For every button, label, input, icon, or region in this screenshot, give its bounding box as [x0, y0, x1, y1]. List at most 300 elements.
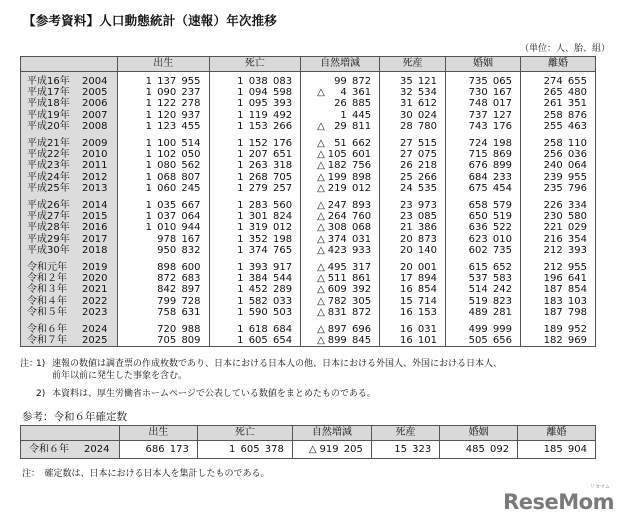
natural-value: 4 361: [340, 87, 372, 99]
logo-text: ReseMom: [503, 490, 614, 514]
cell-stillbirths: 27 515: [380, 138, 446, 149]
cell-stillbirths: 16 153: [380, 307, 446, 318]
ref-header-marriages: 婚姻: [440, 426, 518, 441]
cell-births: 1 080 562: [118, 160, 210, 171]
negative-triangle-icon: △: [317, 138, 325, 150]
cell-divorces: 239 955: [520, 172, 595, 183]
era-label: 平成17年: [27, 87, 70, 99]
table-row: [21, 296, 596, 307]
cell-marriages: 735 065: [445, 72, 520, 88]
cell-births: 1 122 278: [118, 98, 210, 109]
cell-natural-change: [301, 98, 380, 109]
negative-triangle-icon: △: [317, 222, 325, 234]
cell-stillbirths: 20 140: [380, 245, 446, 256]
era-label: 平成20年: [27, 120, 70, 132]
era-label: 平成26年: [27, 200, 70, 212]
table-row: [21, 234, 596, 245]
cell-deaths: 1 283 560: [209, 200, 301, 211]
header-natural-change: 自然増減: [301, 57, 380, 72]
cell-births: 1 123 455: [118, 121, 210, 132]
year-label: 2016: [82, 222, 108, 234]
cell-stillbirths: 26 218: [380, 160, 446, 171]
cell-deaths: 1 301 824: [209, 211, 301, 222]
cell-births: 1 090 237: [118, 87, 210, 98]
era-label: 平成29年: [27, 233, 70, 245]
natural-value: 51 662: [334, 138, 372, 150]
ref-header-stillbirths: 死産: [371, 426, 439, 441]
cell-births: 950 832: [118, 245, 210, 256]
cell-births: 1 120 937: [118, 110, 210, 121]
cell-marriages: 615 652: [445, 262, 520, 273]
natural-value: 495 317: [327, 262, 372, 274]
cell-marriages: 743 176: [445, 121, 520, 132]
natural-value: 308 068: [327, 222, 372, 234]
cell-deaths: 1 384 544: [209, 273, 301, 284]
cell-natural-change: [301, 149, 380, 160]
cell-deaths: 1 319 012: [209, 222, 301, 233]
cell-births: 842 897: [118, 284, 210, 295]
cell-births: 1 137 955: [118, 72, 210, 88]
ref-header-deaths: 死亡: [197, 426, 292, 441]
cell-divorces: 212 955: [520, 262, 595, 273]
year-label: 2023: [82, 306, 108, 318]
cell-stillbirths: 21 386: [380, 222, 446, 233]
year-label: 2013: [82, 182, 108, 194]
natural-value: 919 205: [319, 444, 363, 455]
cell-natural-change: [301, 284, 380, 295]
cell-divorces: 189 952: [520, 324, 595, 335]
row-label: [21, 87, 118, 98]
cell-stillbirths: 23 085: [380, 211, 446, 222]
era-label: 平成19年: [27, 109, 70, 121]
cell-marriages: 724 198: [445, 138, 520, 149]
row-label: [21, 307, 118, 318]
cell-stillbirths: 16 854: [380, 284, 446, 295]
cell-natural-change: [301, 234, 380, 245]
reference-row: [21, 441, 596, 459]
era-label: 平成23年: [27, 160, 70, 172]
natural-value: 105 601: [327, 149, 372, 161]
cell-divorces: 185 904: [518, 441, 596, 459]
natural-value: 99 872: [334, 76, 372, 87]
cell-stillbirths: 20 001: [380, 262, 446, 273]
era-label: 令和６年: [29, 444, 69, 455]
cell-deaths: 1 268 705: [209, 172, 301, 183]
cell-natural-change: [301, 307, 380, 318]
cell-natural-change: [301, 172, 380, 183]
row-label: [21, 324, 118, 335]
cell-marriages: 675 454: [445, 183, 520, 194]
table-row: [21, 138, 596, 149]
era-label: 平成30年: [27, 244, 70, 256]
cell-deaths: 1 590 503: [209, 307, 301, 318]
year-label: 2007: [82, 109, 108, 121]
cell-births: 978 167: [118, 234, 210, 245]
natural-value: 782 305: [327, 295, 372, 307]
era-label: 平成24年: [27, 171, 70, 183]
row-label: [21, 441, 120, 459]
cell-natural-change: [301, 200, 380, 211]
era-label: 令和７年: [27, 335, 67, 347]
cell-stillbirths: 24 535: [380, 183, 446, 194]
cell-marriages: 715 869: [445, 149, 520, 160]
negative-triangle-icon: △: [317, 324, 325, 336]
cell-natural-change: [301, 262, 380, 273]
era-label: 令和元年: [27, 262, 67, 274]
year-label: 2004: [82, 76, 108, 87]
cell-deaths: 1 582 033: [209, 296, 301, 307]
natural-value: 1 445: [340, 109, 372, 121]
row-label: [21, 335, 118, 347]
table-row: [21, 273, 596, 284]
cell-stillbirths: 32 534: [380, 87, 446, 98]
cell-stillbirths: 15 714: [380, 296, 446, 307]
header-divorces: 離婚: [520, 57, 595, 72]
natural-value: 609 392: [327, 284, 372, 296]
year-label: 2022: [82, 295, 108, 307]
cell-divorces: 221 029: [520, 222, 595, 233]
cell-births: 799 728: [118, 296, 210, 307]
ref-header-blank: [21, 426, 120, 441]
cell-deaths: 1 393 917: [209, 262, 301, 273]
negative-triangle-icon: △: [317, 335, 325, 347]
row-label: [21, 296, 118, 307]
cell-natural-change: [301, 335, 380, 347]
row-label: [21, 160, 118, 171]
table-row: [21, 72, 596, 88]
cell-divorces: 187 798: [520, 307, 595, 318]
cell-deaths: 1 038 083: [209, 72, 301, 88]
negative-triangle-icon: △: [317, 295, 325, 307]
year-label: 2014: [82, 200, 108, 212]
cell-marriages: 650 519: [445, 211, 520, 222]
natural-value: 831 872: [327, 306, 372, 318]
row-label: [21, 262, 118, 273]
era-label: 平成18年: [27, 98, 70, 110]
unit-note: （単位：人、胎、組）: [519, 44, 610, 54]
header-blank: [21, 57, 118, 72]
cell-marriages: 676 899: [445, 160, 520, 171]
cell-stillbirths: 35 121: [380, 72, 446, 88]
row-label: [21, 138, 118, 149]
cell-deaths: 1 094 598: [209, 87, 301, 98]
year-label: 2015: [82, 211, 108, 223]
cell-deaths: 1 095 393: [209, 98, 301, 109]
header-stillbirths: 死産: [380, 57, 446, 72]
cell-deaths: 1 207 651: [209, 149, 301, 160]
reference-table: [20, 425, 596, 459]
cell-natural-change: [301, 324, 380, 335]
cell-marriages: 499 999: [445, 324, 520, 335]
cell-births: 686 173: [120, 441, 198, 459]
cell-deaths: 1 374 765: [209, 245, 301, 256]
negative-triangle-icon: △: [317, 120, 325, 132]
cell-births: 1 100 514: [118, 138, 210, 149]
negative-triangle-icon: △: [308, 444, 317, 455]
cell-natural-change: [301, 296, 380, 307]
cell-deaths: 1 605 654: [209, 335, 301, 347]
note-1-line-2: 前年以前に発生した事象を含む。: [52, 371, 188, 381]
natural-value: 899 845: [327, 335, 372, 347]
year-label: 2006: [82, 98, 108, 110]
cell-deaths: 1 119 492: [209, 110, 301, 121]
era-label: 平成27年: [27, 211, 70, 223]
natural-value: 29 811: [334, 120, 372, 132]
cell-marriages: 684 233: [445, 172, 520, 183]
cell-marriages: 730 167: [445, 87, 520, 98]
header-marriages: 婚姻: [445, 57, 520, 72]
notes-prefix: 注：: [20, 359, 39, 369]
cell-marriages: 514 242: [445, 284, 520, 295]
cell-deaths: 1 618 684: [209, 324, 301, 335]
natural-value: 374 031: [327, 233, 372, 245]
reference-header-row: [21, 426, 596, 441]
cell-divorces: 256 036: [520, 149, 595, 160]
table-row: [21, 222, 596, 233]
row-label: [21, 110, 118, 121]
cell-divorces: 255 463: [520, 121, 595, 132]
era-label: 平成16年: [27, 76, 70, 87]
cell-marriages: 489 281: [445, 307, 520, 318]
negative-triangle-icon: △: [317, 284, 325, 296]
era-label: 平成22年: [27, 149, 70, 161]
cell-divorces: 183 103: [520, 296, 595, 307]
cell-marriages: 505 656: [445, 335, 520, 347]
cell-deaths: 1 605 378: [197, 441, 292, 459]
reference-note: 注： 確定数は、日本における日本人を集計したものである。: [22, 469, 270, 479]
table-row: [21, 335, 596, 347]
table-row: [21, 172, 596, 183]
cell-divorces: 216 354: [520, 234, 595, 245]
row-label: [21, 200, 118, 211]
cell-stillbirths: 16 101: [380, 335, 446, 347]
cell-divorces: 240 064: [520, 160, 595, 171]
year-label: 2021: [82, 284, 108, 296]
table-row: [21, 98, 596, 109]
cell-divorces: 187 854: [520, 284, 595, 295]
row-label: [21, 245, 118, 256]
row-label: [21, 98, 118, 109]
cell-deaths: 1 452 289: [209, 284, 301, 295]
negative-triangle-icon: △: [317, 262, 325, 274]
table-row: [21, 262, 596, 273]
cell-marriages: 636 522: [445, 222, 520, 233]
cell-deaths: 1 279 257: [209, 183, 301, 194]
year-label: 2012: [82, 171, 108, 183]
notes: [20, 358, 502, 400]
year-label: 2020: [82, 273, 108, 285]
cell-marriages: 537 583: [445, 273, 520, 284]
cell-births: 1 102 050: [118, 149, 210, 160]
cell-marriages: 485 092: [440, 441, 518, 459]
cell-divorces: 258 876: [520, 110, 595, 121]
cell-divorces: 265 480: [520, 87, 595, 98]
natural-value: 264 760: [327, 211, 372, 223]
cell-births: 705 809: [118, 335, 210, 347]
negative-triangle-icon: △: [317, 233, 325, 245]
cell-natural-change: [301, 183, 380, 194]
year-label: 2024: [82, 324, 108, 336]
row-label: [21, 284, 118, 295]
cell-natural-change: [301, 121, 380, 132]
row-label: [21, 273, 118, 284]
cell-births: 758 631: [118, 307, 210, 318]
cell-natural-change: [301, 138, 380, 149]
cell-deaths: 1 152 176: [209, 138, 301, 149]
cell-divorces: 230 580: [520, 211, 595, 222]
annual-trend-table: [20, 56, 596, 347]
row-label: [21, 149, 118, 160]
table-row: [21, 110, 596, 121]
table-row: [21, 200, 596, 211]
negative-triangle-icon: △: [317, 211, 325, 223]
negative-triangle-icon: △: [317, 160, 325, 172]
table-row: [21, 245, 596, 256]
note-2-number: 2): [36, 389, 46, 399]
cell-divorces: 196 641: [520, 273, 595, 284]
row-label: [21, 121, 118, 132]
negative-triangle-icon: △: [317, 244, 325, 256]
cell-natural-change: [301, 211, 380, 222]
year-label: 2024: [84, 444, 110, 455]
natural-value: 511 861: [327, 273, 372, 285]
era-label: 令和３年: [27, 284, 67, 296]
year-label: 2009: [82, 138, 108, 150]
negative-triangle-icon: △: [317, 149, 325, 161]
ref-header-divorces: 離婚: [518, 426, 596, 441]
cell-natural-change: [301, 87, 380, 98]
cell-marriages: 519 823: [445, 296, 520, 307]
row-label: [21, 234, 118, 245]
cell-births: 1 068 807: [118, 172, 210, 183]
cell-stillbirths: 23 973: [380, 200, 446, 211]
header-births: 出生: [118, 57, 210, 72]
table-row: [21, 284, 596, 295]
year-label: 2008: [82, 120, 108, 132]
era-label: 令和６年: [27, 324, 67, 336]
table-row: [21, 324, 596, 335]
note-2-text: 本資料は、厚生労働省ホームページで公表している数値をまとめたものである。: [52, 389, 376, 399]
natural-value: 182 756: [327, 160, 372, 172]
cell-natural-change: [301, 273, 380, 284]
cell-natural-change: [301, 245, 380, 256]
cell-divorces: 274 655: [520, 72, 595, 88]
ref-header-natural-change: 自然増減: [292, 426, 371, 441]
natural-value: 199 898: [327, 171, 372, 183]
cell-births: 720 988: [118, 324, 210, 335]
cell-stillbirths: 25 266: [380, 172, 446, 183]
reference-title: 参考：令和６年確定数: [22, 411, 127, 423]
cell-divorces: 226 334: [520, 200, 595, 211]
cell-births: 1 037 064: [118, 211, 210, 222]
note-1-line-1: 速報の数値は調査票の作成枚数であり、日本における日本人の他、日本における外国人、外国における日本人、: [52, 359, 503, 369]
era-label: 令和２年: [27, 273, 67, 285]
year-label: 2005: [82, 87, 108, 99]
negative-triangle-icon: △: [317, 171, 325, 183]
cell-natural-change: [301, 110, 380, 121]
year-label: 2019: [82, 262, 108, 274]
cell-marriages: 658 579: [445, 200, 520, 211]
header-deaths: 死亡: [209, 57, 301, 72]
natural-value: 423 933: [327, 244, 372, 256]
cell-stillbirths: 20 873: [380, 234, 446, 245]
cell-stillbirths: 17 894: [380, 273, 446, 284]
negative-triangle-icon: △: [317, 87, 325, 99]
cell-divorces: 261 351: [520, 98, 595, 109]
cell-divorces: 235 796: [520, 183, 595, 194]
era-label: 平成21年: [27, 138, 70, 150]
natural-value: 897 696: [327, 324, 372, 336]
cell-stillbirths: 16 031: [380, 324, 446, 335]
era-label: 令和５年: [27, 306, 67, 318]
resemom-logo: [503, 484, 614, 514]
year-label: 2018: [82, 244, 108, 256]
era-label: 平成25年: [27, 182, 70, 194]
logo-kana: リセマム: [590, 484, 610, 490]
cell-natural-change: [301, 72, 380, 88]
cell-births: 898 600: [118, 262, 210, 273]
cell-divorces: 212 393: [520, 245, 595, 256]
negative-triangle-icon: △: [317, 273, 325, 285]
row-label: [21, 183, 118, 194]
table-row: [21, 183, 596, 194]
cell-stillbirths: 28 780: [380, 121, 446, 132]
cell-marriages: 623 010: [445, 234, 520, 245]
row-label: [21, 72, 118, 88]
natural-value: 219 012: [327, 182, 372, 194]
note-1-number: 1): [36, 359, 46, 369]
cell-births: 872 683: [118, 273, 210, 284]
cell-births: 1 060 245: [118, 183, 210, 194]
cell-marriages: 737 127: [445, 110, 520, 121]
cell-divorces: 258 110: [520, 138, 595, 149]
row-label: [21, 172, 118, 183]
row-label: [21, 211, 118, 222]
page-title: 【参考資料】人口動態統計（速報）年次推移: [23, 13, 278, 28]
row-label: [21, 222, 118, 233]
negative-triangle-icon: △: [317, 306, 325, 318]
cell-natural-change: [301, 160, 380, 171]
era-label: 平成28年: [27, 222, 70, 234]
negative-triangle-icon: △: [317, 200, 325, 212]
cell-stillbirths: 30 024: [380, 110, 446, 121]
ref-header-births: 出生: [120, 426, 198, 441]
cell-stillbirths: 15 323: [371, 441, 439, 459]
cell-births: 1 010 944: [118, 222, 210, 233]
year-label: 2010: [82, 149, 108, 161]
cell-stillbirths: 31 612: [380, 98, 446, 109]
natural-value: 26 885: [334, 98, 372, 110]
table-row: [21, 211, 596, 222]
cell-marriages: 748 017: [445, 98, 520, 109]
cell-deaths: 1 352 198: [209, 234, 301, 245]
table-row: [21, 307, 596, 318]
year-label: 2017: [82, 233, 108, 245]
table-row: [21, 160, 596, 171]
cell-deaths: 1 153 266: [209, 121, 301, 132]
cell-deaths: 1 263 318: [209, 160, 301, 171]
year-label: 2025: [82, 335, 108, 347]
table-row: [21, 149, 596, 160]
era-label: 令和４年: [27, 295, 67, 307]
cell-stillbirths: 27 075: [380, 149, 446, 160]
cell-births: 1 035 667: [118, 200, 210, 211]
table-row: [21, 121, 596, 132]
year-label: 2011: [82, 160, 108, 172]
cell-marriages: 602 735: [445, 245, 520, 256]
negative-triangle-icon: △: [317, 182, 325, 194]
cell-natural-change: [301, 222, 380, 233]
